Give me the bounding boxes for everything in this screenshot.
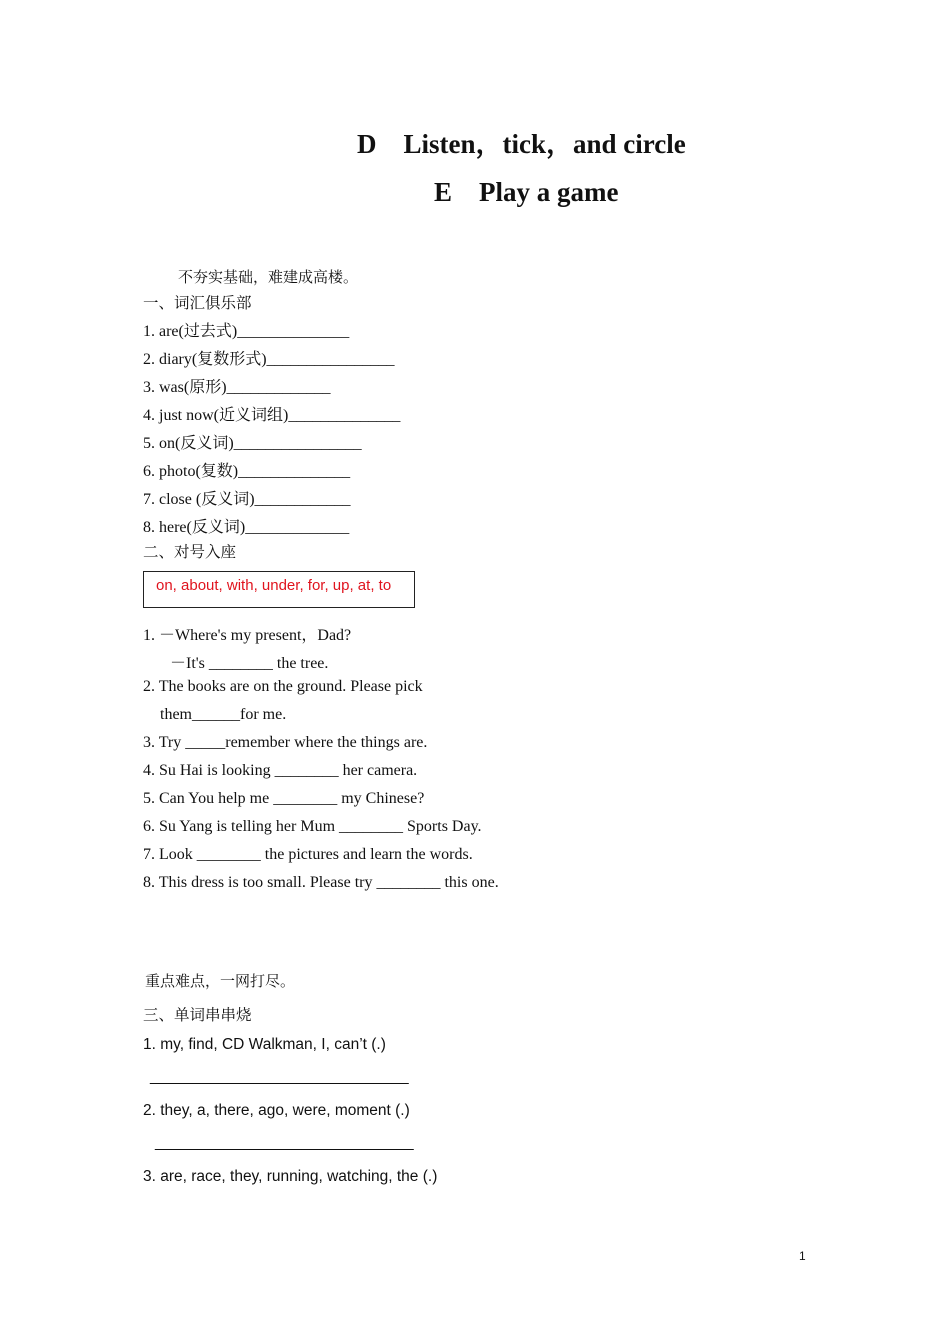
section-2-heading: 二、对号入座 [143, 543, 237, 561]
vocab-item: 3. was(原形)_____________ [143, 379, 331, 396]
fill-item: 4. Su Hai is looking ________ her camera. [143, 762, 418, 779]
vocab-item: 8. here(反义词)_____________ [143, 519, 350, 536]
title-line-1: D Listen，tick，and circle [357, 129, 686, 159]
word-bank-box [143, 571, 415, 608]
fill-item: 8. This dress is too small. Please try ________ this one. [143, 874, 499, 891]
section-3-heading: 三、单词串串烧 [143, 1006, 252, 1024]
vocab-item: 6. photo(复数)______________ [143, 463, 351, 480]
fill-item: 1. －Where's my present，Dad? [143, 627, 352, 644]
fill-item: 7. Look ________ the pictures and learn the words. [143, 846, 473, 863]
sentence-item: 2. they, a, there, ago, were, moment (.) [143, 1102, 410, 1119]
answer-line: ______________________________ [150, 1068, 409, 1085]
fill-item: 6. Su Yang is telling her Mum ________ Sports Day. [143, 818, 482, 835]
fill-item: 3. Try _____remember where the things are. [143, 734, 428, 751]
title-line-2: E Play a game [434, 177, 619, 207]
page-number: 1 [799, 1249, 806, 1263]
section-1-heading: 一、词汇俱乐部 [143, 294, 252, 312]
fill-item: 2. The books are on the ground. Please pick [143, 678, 423, 695]
answer-line: ______________________________ [155, 1134, 414, 1151]
vocab-item: 7. close (反义词)____________ [143, 491, 351, 508]
fill-item: 5. Can You help me ________ my Chinese? [143, 790, 425, 807]
vocab-item: 2. diary(复数形式)________________ [143, 351, 395, 368]
vocab-item: 4. just now(近义词组)______________ [143, 407, 401, 424]
vocab-item: 1. are(过去式)______________ [143, 323, 350, 340]
vocab-item: 5. on(反义词)________________ [143, 435, 362, 452]
sentence-item: 1. my, find, CD Walkman, I, can’t (.) [143, 1036, 386, 1053]
intro-motto-2: 重点难点，一网打尽。 [145, 972, 296, 990]
fill-item: －It's ________ the tree. [170, 655, 329, 672]
sentence-item: 3. are, race, they, running, watching, the (.) [143, 1168, 438, 1185]
intro-motto-1: 不夯实基础，难建成高楼。 [178, 268, 359, 286]
word-bank-text: on, about, with, under, for, up, at, to [156, 577, 392, 594]
fill-item: them______for me. [160, 706, 287, 723]
